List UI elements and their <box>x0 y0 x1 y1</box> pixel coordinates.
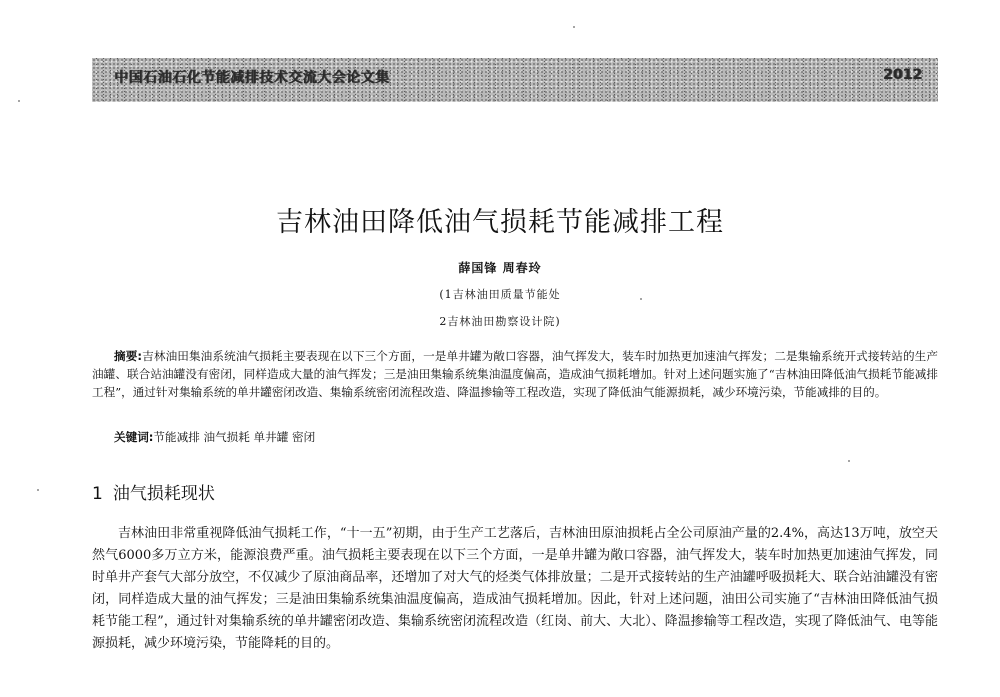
header-band <box>92 58 938 102</box>
keywords <box>114 428 315 446</box>
body-paragraph: 吉林油田非常重视降低油气损耗工作，“十一五”初期，由于生产工艺落后，吉林油田原油损耗占全公司原油产量的2.4%，高达13万吨，放空天然气6000多万立方米，能源浪费严重。油气损耗主要表现在以下三个方面，一是单井罐为敞口容器，油气挥发大，装车时加热更加速油气挥发，同时单井产套气大部分放空，不仅减少了原油商品率，还增加了对大气的烃类气体排放量；二是开式接转站的生产油罐呼吸损耗大、联合站油罐没有密闭，同样造成大量的油气挥发；三是油田集输系统集油温度偏高，造成油气损耗增加。因此，针对上述问题，油田公司实施了“吉林油田降低油气损耗节能工程”，通过针对集输系统的单井罐密闭改造、集输系统密闭流程改造（红岗、前大、大北）、降温掺输等工程改造，实现了降低油气、电等能源损耗，减少环境污染，节能降耗的目的。 <box>92 526 938 651</box>
section-number: 1 <box>92 484 103 504</box>
section-title: 油气损耗现状 <box>112 484 215 504</box>
keywords-text: 节能减排 油气损耗 单井罐 密闭 <box>153 430 316 444</box>
abstract <box>92 347 938 401</box>
affiliation-1: (1吉林油田质量节能处 <box>439 288 561 301</box>
scan-speck <box>18 100 20 102</box>
keywords-label: 关键词: <box>114 430 154 444</box>
section-heading <box>92 479 215 504</box>
abstract-text: 吉林油田集油系统油气损耗主要表现在以下三个方面，一是单井罐为敞口容器，油气挥发大，装车时加热更加速油气挥发；二是集输系统开式接转站的生产油罐、联合站油罐没有密闭，同样造成大量的油气挥发；三是油田集输系统集油温度偏高，造成油气损耗增加。针对上述问题实施了“吉林油田降低油气损耗节能减排工程”，通过针对集输系统的单井罐密闭改造、集输系统密闭流程改造、降温掺输等工程改造，实现了降低油气能源损耗，减少环境污染，节能减排的目的。 <box>92 349 938 399</box>
header-year: 2012 <box>883 67 922 83</box>
scan-speck <box>37 489 39 491</box>
scan-speck <box>573 26 575 28</box>
scan-speck <box>848 460 850 462</box>
paper-title: 吉林油田降低油气损耗节能减排工程 <box>276 207 724 238</box>
affiliation-2: 2吉林油田勘察设计院) <box>439 315 561 328</box>
header-title: 中国石油石化节能减排技术交流大会论文集 <box>114 70 390 86</box>
abstract-label: 摘要: <box>114 349 143 363</box>
authors: 薛国锋 周春玲 <box>458 261 542 275</box>
